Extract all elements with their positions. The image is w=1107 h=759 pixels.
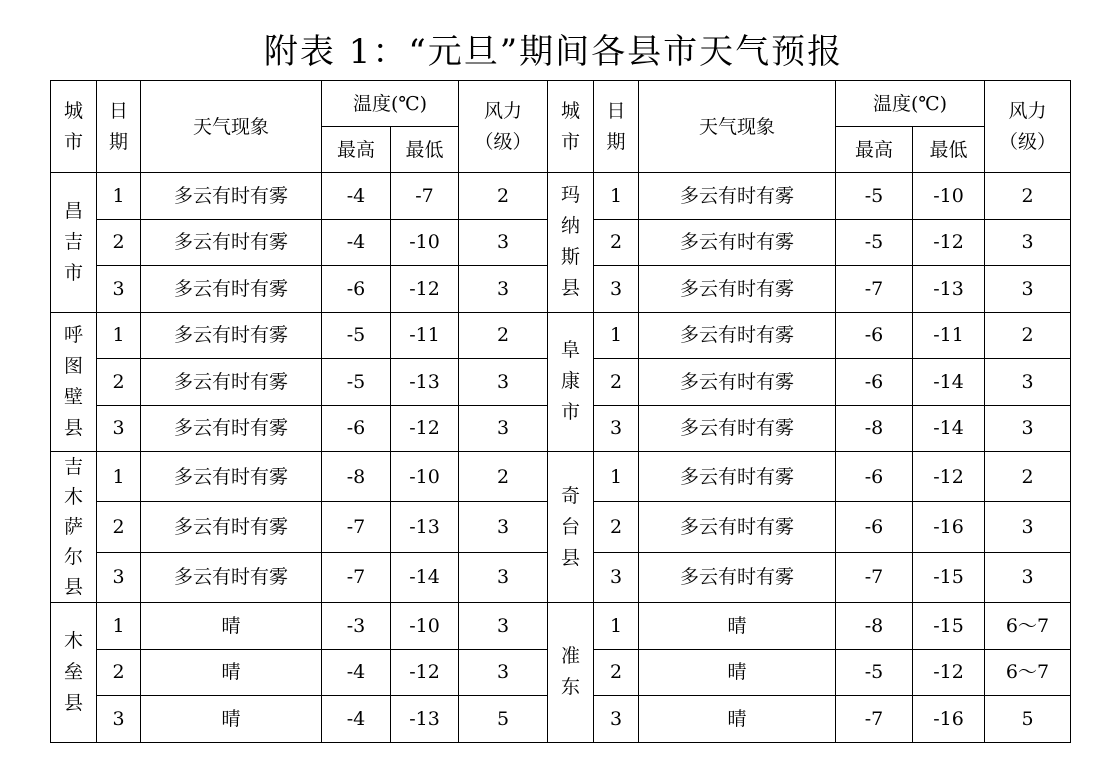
weather-cell: 多云有时有雾 [141, 312, 322, 359]
weather-cell: 多云有时有雾 [639, 552, 836, 602]
weather-cell: 多云有时有雾 [141, 552, 322, 602]
weather-cell: 晴 [639, 649, 836, 696]
high-temp-cell: -6 [322, 266, 391, 313]
wind-level-cell: 3 [459, 266, 548, 313]
city-char: 县 [560, 546, 580, 569]
weather-cell: 多云有时有雾 [639, 502, 836, 552]
day-cell: 2 [97, 219, 141, 266]
city-name-cell [548, 452, 594, 603]
weather-cell: 多云有时有雾 [141, 359, 322, 406]
city-char: 台 [560, 515, 580, 538]
city-char: 斯 [560, 246, 580, 269]
high-temp-cell: -3 [322, 603, 391, 650]
low-temp-cell: -16 [913, 696, 985, 743]
high-temp-cell: -8 [836, 603, 913, 650]
header-wind: 风力 （级） [985, 81, 1071, 173]
weather-cell: 多云有时有雾 [141, 266, 322, 313]
weather-cell: 晴 [141, 603, 322, 650]
wind-level-cell: 3 [985, 219, 1071, 266]
city-name [64, 320, 83, 444]
high-temp-cell: -7 [836, 266, 913, 313]
city-char: 图 [63, 354, 83, 377]
city-char: 木 [63, 486, 83, 508]
city-name [561, 481, 580, 574]
wind-level-cell: 3 [459, 502, 548, 552]
weather-cell: 多云有时有雾 [639, 219, 836, 266]
header-city: 城 市 [51, 81, 97, 173]
day-cell: 3 [97, 405, 141, 452]
day-cell: 3 [594, 696, 639, 743]
header-low: 最低 [391, 127, 459, 173]
day-cell: 1 [97, 312, 141, 359]
header-weather: 天气现象 [141, 81, 322, 173]
weather-cell: 多云有时有雾 [639, 452, 836, 502]
weather-cell: 多云有时有雾 [141, 502, 322, 552]
low-temp-cell: -13 [913, 266, 985, 313]
city-name-cell [548, 173, 594, 313]
low-temp-cell: -15 [913, 552, 985, 602]
city-char: 东 [560, 676, 580, 699]
header-weather: 天气现象 [639, 81, 836, 173]
high-temp-cell: -6 [322, 405, 391, 452]
day-cell: 2 [594, 502, 639, 552]
city-name [561, 180, 580, 304]
day-cell: 1 [594, 452, 639, 502]
day-cell: 3 [97, 266, 141, 313]
wind-level-cell: 3 [985, 359, 1071, 406]
low-temp-cell: -13 [391, 502, 459, 552]
high-temp-cell: -5 [836, 173, 913, 220]
low-temp-cell: -10 [391, 219, 459, 266]
header-low: 最低 [913, 127, 985, 173]
low-temp-cell: -12 [913, 219, 985, 266]
day-cell: 3 [594, 405, 639, 452]
high-temp-cell: -4 [322, 696, 391, 743]
header-wind: 风力 （级） [459, 81, 548, 173]
high-temp-cell: -4 [322, 173, 391, 220]
day-cell: 2 [594, 649, 639, 696]
city-char: 康 [560, 370, 580, 393]
city-name-cell [51, 312, 97, 452]
day-cell: 2 [97, 502, 141, 552]
weather-cell: 多云有时有雾 [141, 219, 322, 266]
city-name-cell [51, 173, 97, 313]
city-char: 木 [63, 629, 83, 652]
high-temp-cell: -7 [836, 696, 913, 743]
wind-level-cell: 3 [459, 603, 548, 650]
header-temp: 温度(℃) [836, 81, 985, 127]
wind-level-cell: 2 [985, 452, 1071, 502]
high-temp-cell: -5 [322, 312, 391, 359]
day-cell: 2 [97, 649, 141, 696]
low-temp-cell: -15 [913, 603, 985, 650]
city-char: 县 [63, 416, 83, 439]
city-char: 纳 [560, 215, 580, 238]
high-temp-cell: -7 [322, 552, 391, 602]
city-char: 吉 [63, 230, 83, 253]
low-temp-cell: -12 [391, 266, 459, 313]
wind-level-cell: 3 [459, 552, 548, 602]
city-char: 吉 [63, 456, 83, 478]
city-char: 奇 [560, 484, 580, 507]
wind-level-cell: 6～7 [985, 603, 1071, 650]
city-name-cell [51, 452, 97, 603]
table-row [51, 452, 1071, 502]
city-name [561, 335, 580, 428]
city-name [64, 626, 83, 719]
weather-cell: 多云有时有雾 [141, 405, 322, 452]
wind-level-cell: 3 [985, 502, 1071, 552]
city-char: 壁 [63, 385, 83, 408]
day-cell: 1 [97, 603, 141, 650]
city-char: 市 [63, 261, 83, 284]
low-temp-cell: -11 [913, 312, 985, 359]
weather-cell: 晴 [639, 603, 836, 650]
low-temp-cell: -14 [913, 405, 985, 452]
day-cell: 1 [594, 603, 639, 650]
day-cell: 1 [594, 312, 639, 359]
high-temp-cell: -6 [836, 312, 913, 359]
city-char: 县 [560, 277, 580, 300]
low-temp-cell: -10 [913, 173, 985, 220]
day-cell: 2 [97, 359, 141, 406]
wind-level-cell: 3 [985, 552, 1071, 602]
low-temp-cell: -7 [391, 173, 459, 220]
weather-cell: 多云有时有雾 [639, 173, 836, 220]
weather-cell: 晴 [141, 649, 322, 696]
weather-cell: 多云有时有雾 [639, 405, 836, 452]
low-temp-cell: -12 [391, 405, 459, 452]
city-name-cell [548, 312, 594, 452]
header-date: 日 期 [594, 81, 639, 173]
weather-cell: 多云有时有雾 [141, 452, 322, 502]
weather-cell: 多云有时有雾 [639, 266, 836, 313]
high-temp-cell: -5 [836, 219, 913, 266]
high-temp-cell: -6 [836, 359, 913, 406]
wind-level-cell: 3 [985, 405, 1071, 452]
high-temp-cell: -5 [836, 649, 913, 696]
low-temp-cell: -16 [913, 502, 985, 552]
day-cell: 1 [594, 173, 639, 220]
city-char: 呼 [63, 323, 83, 346]
day-cell: 2 [594, 359, 639, 406]
city-char: 垒 [63, 660, 83, 683]
header-city: 城 市 [548, 81, 594, 173]
low-temp-cell: -12 [391, 649, 459, 696]
low-temp-cell: -14 [391, 552, 459, 602]
wind-level-cell: 2 [459, 452, 548, 502]
weather-cell: 多云有时有雾 [639, 359, 836, 406]
city-name-cell [51, 603, 97, 743]
wind-level-cell: 2 [459, 312, 548, 359]
wind-level-cell: 5 [459, 696, 548, 743]
city-name [561, 641, 580, 703]
wind-level-cell: 5 [985, 696, 1071, 743]
table-row [51, 603, 1071, 650]
wind-level-cell: 3 [459, 359, 548, 406]
city-char: 萨 [63, 516, 83, 538]
wind-level-cell: 6～7 [985, 649, 1071, 696]
high-temp-cell: -8 [836, 405, 913, 452]
day-cell: 3 [97, 696, 141, 743]
city-char: 尔 [63, 546, 83, 568]
day-cell: 1 [97, 173, 141, 220]
header-date: 日 期 [97, 81, 141, 173]
low-temp-cell: -12 [913, 649, 985, 696]
weather-forecast-table [50, 80, 1071, 743]
wind-level-cell: 3 [459, 649, 548, 696]
header-high: 最高 [322, 127, 391, 173]
day-cell: 3 [594, 266, 639, 313]
high-temp-cell: -4 [322, 649, 391, 696]
low-temp-cell: -10 [391, 603, 459, 650]
page-title: 附表 1：“元旦”期间各县市天气预报 [263, 32, 844, 72]
city-name-cell [548, 603, 594, 743]
weather-cell: 晴 [639, 696, 836, 743]
day-cell: 1 [97, 452, 141, 502]
low-temp-cell: -10 [391, 452, 459, 502]
city-char: 准 [560, 645, 580, 668]
header-temp: 温度(℃) [322, 81, 459, 127]
high-temp-cell: -7 [322, 502, 391, 552]
low-temp-cell: -11 [391, 312, 459, 359]
city-char: 县 [63, 691, 83, 714]
high-temp-cell: -4 [322, 219, 391, 266]
wind-level-cell: 3 [985, 266, 1071, 313]
low-temp-cell: -13 [391, 696, 459, 743]
weather-cell: 晴 [141, 696, 322, 743]
wind-level-cell: 2 [985, 173, 1071, 220]
wind-level-cell: 2 [985, 312, 1071, 359]
weather-cell: 多云有时有雾 [141, 173, 322, 220]
high-temp-cell: -6 [836, 452, 913, 502]
day-cell: 3 [594, 552, 639, 602]
high-temp-cell: -7 [836, 552, 913, 602]
header-row [51, 81, 1071, 127]
city-name [64, 196, 83, 289]
city-char: 玛 [560, 184, 580, 207]
wind-level-cell: 3 [459, 219, 548, 266]
low-temp-cell: -14 [913, 359, 985, 406]
low-temp-cell: -13 [391, 359, 459, 406]
high-temp-cell: -8 [322, 452, 391, 502]
wind-level-cell: 3 [459, 405, 548, 452]
day-cell: 2 [594, 219, 639, 266]
weather-cell: 多云有时有雾 [639, 312, 836, 359]
high-temp-cell: -6 [836, 502, 913, 552]
city-char: 昌 [63, 199, 83, 222]
day-cell: 3 [97, 552, 141, 602]
city-char: 县 [63, 576, 83, 598]
header-high: 最高 [836, 127, 913, 173]
high-temp-cell: -5 [322, 359, 391, 406]
city-char: 市 [560, 401, 580, 424]
table-row [51, 312, 1071, 359]
city-name [64, 452, 83, 602]
wind-level-cell: 2 [459, 173, 548, 220]
table-row [51, 173, 1071, 220]
city-char: 阜 [560, 339, 580, 362]
low-temp-cell: -12 [913, 452, 985, 502]
